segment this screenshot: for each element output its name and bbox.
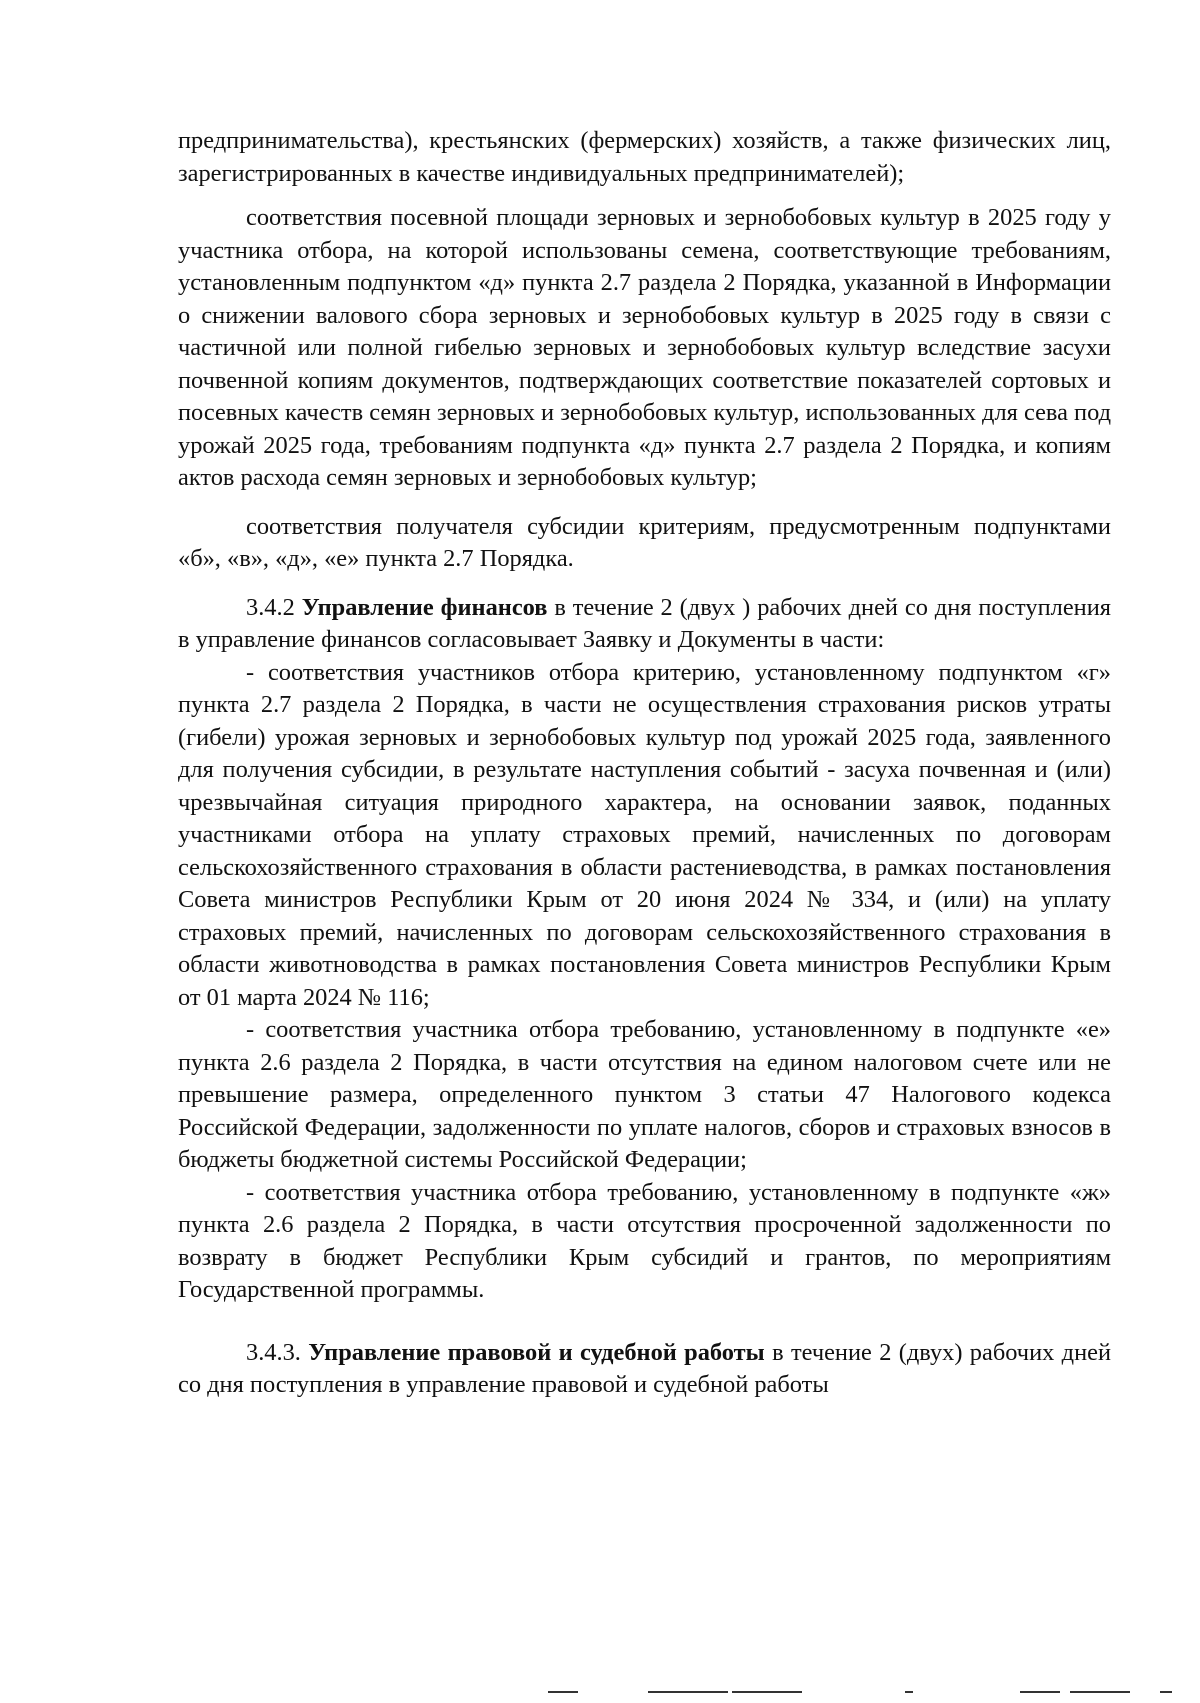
section-text: в течение 2 (двух) рабочих дней со дня поступления в управление правовой и судебной работы: [178, 1338, 1111, 1398]
scan-artifact-marks: [0, 1690, 1200, 1698]
paragraph-continuation: предпринимательства), крестьянских (фермерских) хозяйств, а также физических лиц, зарегистрированных в качестве индивидуальных предпринимателей);: [178, 127, 1111, 187]
paragraph-recipient-criteria: соответствия получателя субсидии критериям, предусмотренным подпунктами «б», «в», «д», «е» пункта 2.7 Порядка.: [178, 512, 1111, 572]
section-3-4-3: [178, 1337, 1111, 1402]
list-item-insurance-criteria: - соответствия участников отбора критерию, установленному подпунктом «г» пункта 2.7 раздела 2 Порядка, в части не осуществления страхования рисков утраты (гибели) урожая зерновых и зернобобовых культур под урожай 2025 года, заявленного для получения субсидии, в результате наступления событий - засуха почвенная и (или) чрезвычайная ситуация природного характера, на основании заявок, поданных участниками отбора на уплату страховых премий, начисленных по договорам сельскохозяйственного страхования в области растениеводства, в рамках постановления Совета министров Республики Крым от 20 июня 2024 № 334, и (или) на уплату страховых премий, начисленных по договорам сельскохозяйственного страхования в области животноводства в рамках постановления Совета министров Республики Крым от 01 марта 2024 № 116;: [178, 658, 1111, 1011]
paragraph-seed-area-compliance: соответствия посевной площади зерновых и зернобобовых культур в 2025 году у участника отбора, на которой использованы семена, соответствующие требованиям, установленным подпунктом «д» пункта 2.7 раздела 2 Порядка, указанной в Информации о снижении валового сбора зерновых и зернобобовых культур в 2025 году в связи с частичной или полной гибелью зерновых и зернобобовых культур вследствие засухи почвенной копиям документов, подтверждающих соответствие показателей сортовых и посевных качеств семян зерновых и зернобобовых культур, использованных для сева под урожай 2025 года, требованиям подпункта «д» пункта 2.7 раздела 2 Порядка, и копиям актов расхода семян зерновых и зернобобовых культур;: [178, 204, 1111, 491]
section-text: в течение 2 (двух ) рабочих дней со дня поступления в управление финансов согласовывает Заявку и Документы в части:: [178, 593, 1111, 653]
section-number: 3.4.2: [246, 593, 295, 621]
section-subject: Управление правовой и судебной работы: [308, 1338, 765, 1366]
list-item-overdue-debt: - соответствия участника отбора требованию, установленному в подпункте «ж» пункта 2.6 раздела 2 Порядка, в части отсутствия просроченной задолженности по возврату в бюджет Республики Крым субсидий и грантов, по мероприятиям Государственной программы.: [178, 1178, 1111, 1303]
section-number: 3.4.3.: [246, 1338, 301, 1366]
list-item-tax-debt: - соответствия участника отбора требованию, установленному в подпункте «е» пункта 2.6 раздела 2 Порядка, в части отсутствия на едином налоговом счете или не превышение размера, определенного пунктом 3 статьи 47 Налогового кодекса Российской Федерации, задолженности по уплате налогов, сборов и страховых взносов в бюджеты бюджетной системы Российской Федерации;: [178, 1016, 1111, 1173]
document-page: [178, 125, 1111, 1402]
section-3-4-2: [178, 592, 1111, 657]
section-subject: Управление финансов: [301, 593, 548, 621]
